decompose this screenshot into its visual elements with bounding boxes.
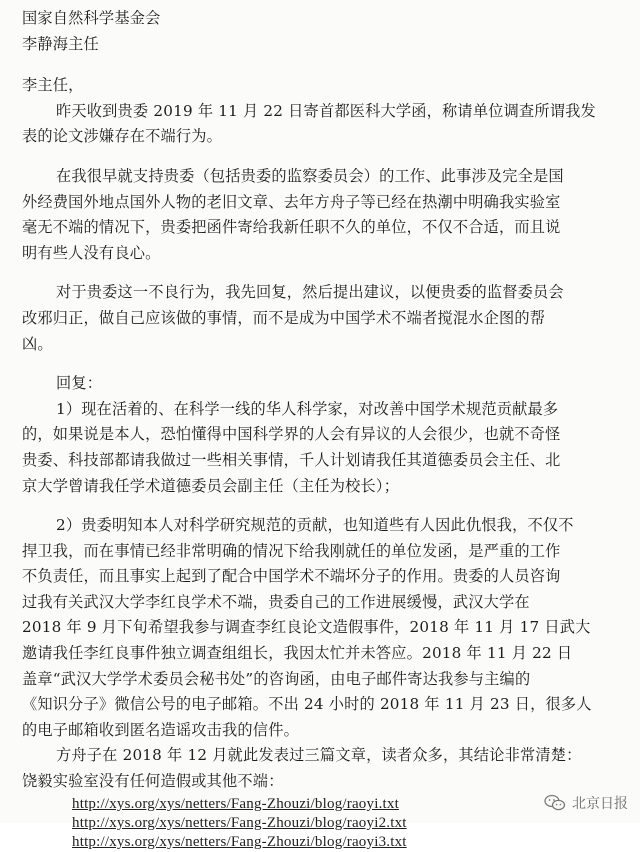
paragraph-line: 京大学曾请我任学术道德委员会副主任（主任为校长）； [22, 476, 400, 495]
reply-heading: 回复： [56, 374, 103, 393]
paragraph-line: 表的论文涉嫌存在不端行为。 [22, 127, 223, 146]
recipient-person: 李静海主任 [22, 34, 99, 53]
paragraph-line: 邀请我任李红良事件独立调查组组长，我因太忙并未答应。2018 年 11 月 22 日 [22, 644, 573, 663]
paragraph-line: 盖章“武汉大学学术委员会秘书处”的咨询函，由电子邮件寄达我参与主编的 [22, 669, 531, 688]
letter-body [22, 6, 628, 852]
paragraph-line: 外经费国外地点国外人物的老旧文章、去年方舟子等已经在热潮中明确我实验室 [22, 192, 561, 211]
paragraph-line: 的，如果说是本人，恐怕懂得中国科学界的人会有异议的人会很少，也就不奇怪 [22, 425, 561, 444]
wechat-logo-icon [544, 794, 566, 812]
paragraph-line: 《知识分子》微信公号的电子邮箱。不出 24 小时的 2018 年 11 月 23 日，很多人 [22, 695, 592, 714]
paragraph-line: 2018 年 9 月下旬希望我参与调查李红良论文造假事件，2018 年 11 月 17 日武大 [22, 618, 591, 637]
paragraph-line: 的电子邮箱收到匿名造谣攻击我的信件。 [22, 720, 299, 739]
paragraph-6 [22, 743, 628, 794]
paragraph-line: 毫无不端的情况下，贵委把函件寄给我新任职不久的单位，不仅不合适，而且说 [22, 218, 561, 237]
paragraph-line: 方舟子在 2018 年 12 月就此发表过三篇文章，读者众多，其结论非常清楚： [56, 746, 582, 765]
paragraph-5 [22, 513, 628, 743]
paragraph-line: 改邪归正，做自己应该做的事情，而不是成为中国学术不端者搅混水企图的帮 [22, 308, 546, 327]
watermark-label: 北京日报 [572, 796, 628, 812]
paragraph-2 [22, 164, 628, 266]
watermark [544, 793, 628, 813]
paragraph-line: 饶毅实验室没有任何造假或其他不端： [22, 772, 284, 791]
paragraph-line: 捍卫我，而在事情已经非常明确的情况下给我刚就任的单位发函，是严重的工作 [22, 541, 561, 560]
paragraph-line: 1）现在活着的、在科学一线的华人科学家，对改善中国学术规范贡献最多 [56, 399, 559, 418]
paragraph-line: 昨天收到贵委 2019 年 11 月 22 日寄首都医科大学函，称请单位调查所谓我发 [56, 101, 596, 120]
paragraph-1 [22, 99, 628, 150]
paragraph-line: 2）贵委明知本人对科学研究规范的贡献，也知道些有人因此仇恨我，不仅不 [56, 516, 574, 535]
paragraph-line: 对于贵委这一不良行为，我先回复，然后提出建议，以便贵委的监督委员会 [56, 283, 564, 302]
salutation: 李主任， [22, 76, 84, 95]
reference-link-3[interactable]: http://xys.org/xys/netters/Fang-Zhouzi/blog/raoyi3.txt [72, 833, 407, 850]
paragraph-line: 在我很早就支持贵委（包括贵委的监察委员会）的工作、此事涉及完全是国 [56, 166, 564, 185]
reference-link-1[interactable]: http://xys.org/xys/netters/Fang-Zhouzi/blog/raoyi.txt [72, 795, 399, 812]
paragraph-3 [22, 280, 628, 357]
paragraph-line: 过我有关武汉大学李红良学术不端，贵委自己的工作进展缓慢，武汉大学在 [22, 592, 530, 611]
paragraph-4 [22, 397, 628, 499]
paragraph-line: 不负责任，而且事实上起到了配合中国学术不端坏分子的作用。贵委的人员咨询 [22, 567, 561, 586]
recipient-org: 国家自然科学基金会 [22, 9, 161, 27]
paragraph-line: 贵委、科技部都请我做过一些相关事情，千人计划请我任其道德委员会主任、北 [22, 450, 561, 469]
reference-link-2[interactable]: http://xys.org/xys/netters/Fang-Zhouzi/blog/raoyi2.txt [72, 814, 407, 831]
paragraph-line: 凶。 [22, 334, 53, 353]
paragraph-line: 明有些人没有良心。 [22, 243, 161, 262]
